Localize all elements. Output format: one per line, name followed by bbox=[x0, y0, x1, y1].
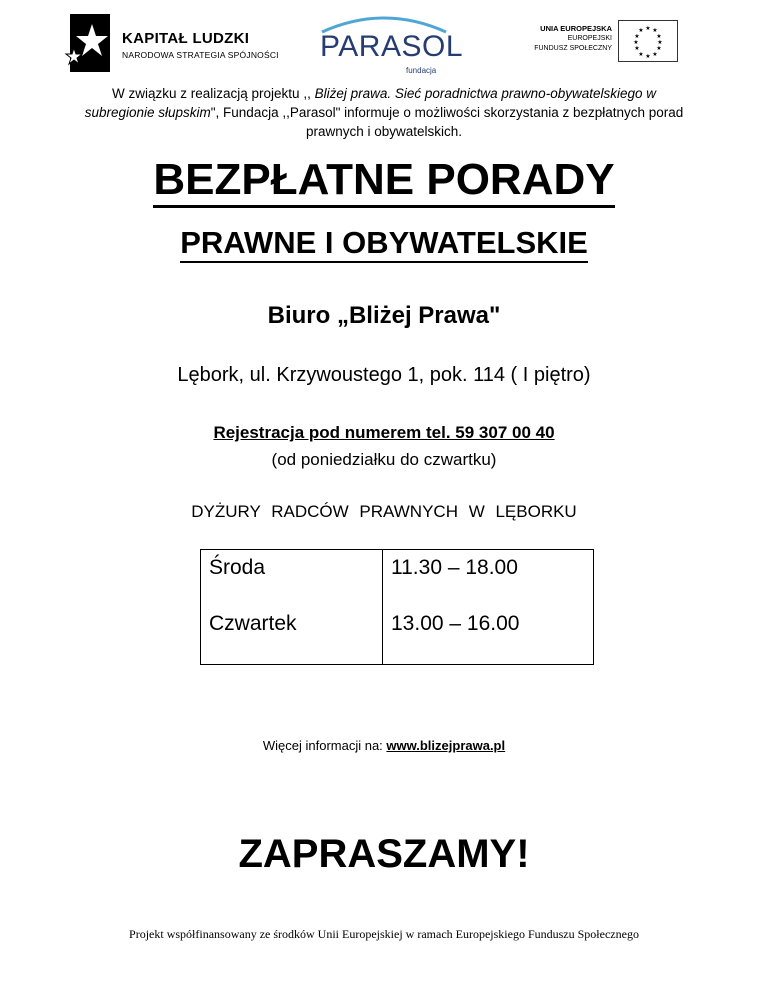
office-name: Biuro „Bliżej Prawa" bbox=[267, 302, 501, 329]
svg-text:★: ★ bbox=[645, 25, 651, 32]
svg-text:★: ★ bbox=[652, 27, 658, 34]
eu-text bbox=[512, 24, 612, 54]
registration-days: (od poniedziałku do czwartku) bbox=[271, 450, 497, 469]
svg-text:★: ★ bbox=[634, 45, 640, 52]
eu-line-2: EUROPEJSKI bbox=[567, 35, 612, 42]
table-column-divider bbox=[382, 550, 383, 664]
kapital-ludzki-logo bbox=[62, 14, 292, 72]
eu-line-3: FUNDUSZ SPOŁECZNY bbox=[534, 45, 612, 52]
parasol-logo bbox=[318, 10, 463, 76]
more-info bbox=[0, 738, 768, 753]
duty-heading: DYŻURY RADCÓW PRAWNYCH W LĘBORKU bbox=[191, 502, 577, 521]
parasol-subtitle: fundacja bbox=[406, 66, 437, 75]
kapital-ludzki-subtitle: NARODOWA STRATEGIA SPÓJNOŚCI bbox=[122, 50, 279, 60]
svg-text:★: ★ bbox=[652, 51, 658, 58]
svg-text:★: ★ bbox=[656, 33, 662, 40]
invite-text: ZAPRASZAMY! bbox=[238, 832, 530, 876]
svg-text:★: ★ bbox=[638, 27, 644, 34]
svg-text:★: ★ bbox=[656, 45, 662, 52]
kapital-ludzki-title: KAPITAŁ LUDZKI bbox=[122, 30, 250, 47]
registration-phone: Rejestracja pod numerem tel. 59 307 00 40 bbox=[213, 423, 555, 442]
eu-flag-icon bbox=[618, 20, 678, 62]
schedule-day: Czwartek bbox=[209, 612, 297, 635]
svg-text:★: ★ bbox=[645, 53, 651, 60]
eu-line-1: UNIA EUROPEJSKA bbox=[540, 24, 612, 33]
eu-logo bbox=[512, 20, 682, 68]
footer-note: Projekt współfinansowany ze środków Unii Europejskiej w ramach Europejskiego Funduszu Społecznego bbox=[129, 927, 639, 941]
intro-part-1: W związku z realizacją projektu ,, bbox=[112, 86, 315, 101]
intro-project-name: Bliżej prawa. Sieć poradnictwa prawno-obywatelskiego w subregionie słupskim bbox=[84, 86, 656, 120]
intro-paragraph bbox=[80, 84, 688, 141]
kapital-ludzki-star-icon bbox=[62, 14, 112, 72]
more-info-label: Więcej informacji na: bbox=[262, 738, 387, 753]
schedule-hours: 13.00 – 16.00 bbox=[391, 612, 520, 635]
schedule-day: Środa bbox=[209, 556, 266, 579]
schedule-table bbox=[200, 549, 594, 665]
intro-part-2: ", Fundacja ,,Parasol" informuje o możliwości skorzystania z bezpłatnych porad prawnych i obywatelskich. bbox=[210, 105, 684, 139]
website-link[interactable]: www.blizejprawa.pl bbox=[386, 738, 506, 753]
svg-text:★: ★ bbox=[657, 39, 663, 46]
office-address: Lębork, ul. Krzywoustego 1, pok. 114 ( I piętro) bbox=[177, 364, 591, 386]
svg-text:★: ★ bbox=[633, 39, 639, 46]
subheadline-text: PRAWNE I OBYWATELSKIE bbox=[180, 225, 588, 263]
subheadline bbox=[0, 224, 768, 262]
headline bbox=[0, 154, 768, 206]
svg-text:★: ★ bbox=[634, 33, 640, 40]
parasol-name: PARASOL bbox=[320, 30, 463, 63]
schedule-hours: 11.30 – 18.00 bbox=[391, 556, 518, 579]
svg-text:★: ★ bbox=[638, 51, 644, 58]
headline-text: BEZPŁATNE PORADY bbox=[153, 155, 614, 208]
